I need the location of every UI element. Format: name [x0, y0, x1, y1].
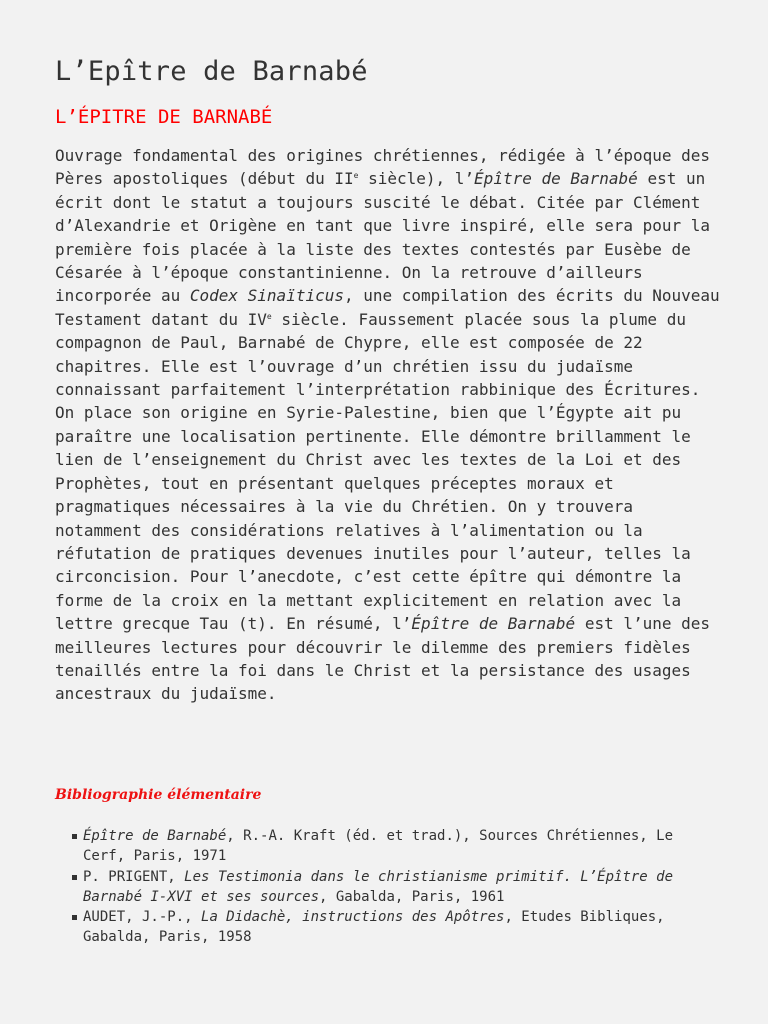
bibliography-item: [55, 826, 695, 867]
superscript-e: e: [266, 311, 272, 321]
bibliography-item: [55, 907, 695, 948]
bibliography-item-details: , Etudes Bibliques, Gabalda, Paris, 1958: [83, 909, 665, 946]
bibliography-list: [55, 826, 695, 948]
square-bullet-icon: [72, 875, 77, 880]
bibliography-item: [55, 867, 695, 908]
body-paragraph: [55, 144, 725, 706]
body-text-run: siècle. Faussement placée sous la plume du compagnon de Paul, Barnabé de Chypre, elle est composée de 22 chapitres. Elle est l’ouvrage d’un chrétien issu du judaïsme connaissant parfaitement l’interprétation rabbinique des Écritures. On place son origine en Syrie-Palestine, bien que l’Égypte ait pu paraître une localisation pertinente. Elle démontre brillamment le lien de l’enseignement du Christ avec les textes de la Loi et des Prophètes, tout en présentant quelques préceptes moraux et pragmatiques nécessaires à la vie du Chrétien. On y trouvera notamment des considérations relatives à l’alimentation ou la réfutation de pratiques devenues inutiles pour l’auteur, telles la circoncision. Pour l’anecdote, c’est cette épître qui démontre la forme de la croix en la mettant explicitement en relation avec la lettre grecque Tau (t). En résumé, l’: [55, 309, 701, 634]
bibliography-item-title: Les Testimonia dans le christianisme primitif. L’Épître de Barnabé I-XVI et ses sources: [83, 868, 674, 905]
body-text-run: siècle), l’: [358, 169, 475, 189]
page-title: L’Epître de Barnabé: [55, 56, 368, 87]
bibliography-item-title: La Didachè, instructions des Apôtres: [201, 909, 505, 926]
body-text-run: est l’une des meilleures lectures pour découvrir le dilemme des premiers fidèles tenaillés entre la foi dans le Christ et la persistance des usages ancestraux du judaïsme.: [55, 614, 711, 704]
bibliography-item-details: , Gabalda, Paris, 1961: [319, 888, 505, 905]
italic-title-codex: Codex Sinaïticus: [189, 286, 344, 306]
bibliography-heading: Bibliographie élémentaire: [55, 787, 262, 803]
section-subtitle: L’ÉPITRE DE BARNABÉ: [55, 106, 273, 128]
superscript-e: e: [353, 171, 359, 181]
italic-title-epitre: Épître de Barnabé: [474, 169, 638, 189]
square-bullet-icon: [72, 915, 77, 920]
bibliography-item-details: , R.-A. Kraft (éd. et trad.), Sources Chrétiennes, Le Cerf, Paris, 1971: [83, 828, 674, 865]
bibliography-item-title: Épître de Barnabé: [83, 828, 227, 844]
body-text-run: , une compilation des écrits du Nouveau Testament datant du IV: [55, 286, 720, 329]
body-text-run: est un écrit dont le statut a toujours suscité le débat. Citée par Clément d’Alexandrie et Origène en tant que livre inspiré, elle sera pour la première fois placée à la liste des textes contestés par Eusèbe de Césarée à l’époque constantinienne. On la retrouve d’ailleurs incorporée au: [55, 169, 711, 306]
italic-title-epitre: Épître de Barnabé: [411, 614, 576, 634]
body-text-run: Ouvrage fondamental des origines chrétiennes, rédigée à l’époque des Pères apostoliques (début du II: [55, 146, 711, 189]
square-bullet-icon: [72, 834, 77, 839]
bibliography-item-author: AUDET, J.-P.,: [83, 909, 202, 926]
bibliography-item-author: P. PRIGENT,: [83, 868, 185, 885]
